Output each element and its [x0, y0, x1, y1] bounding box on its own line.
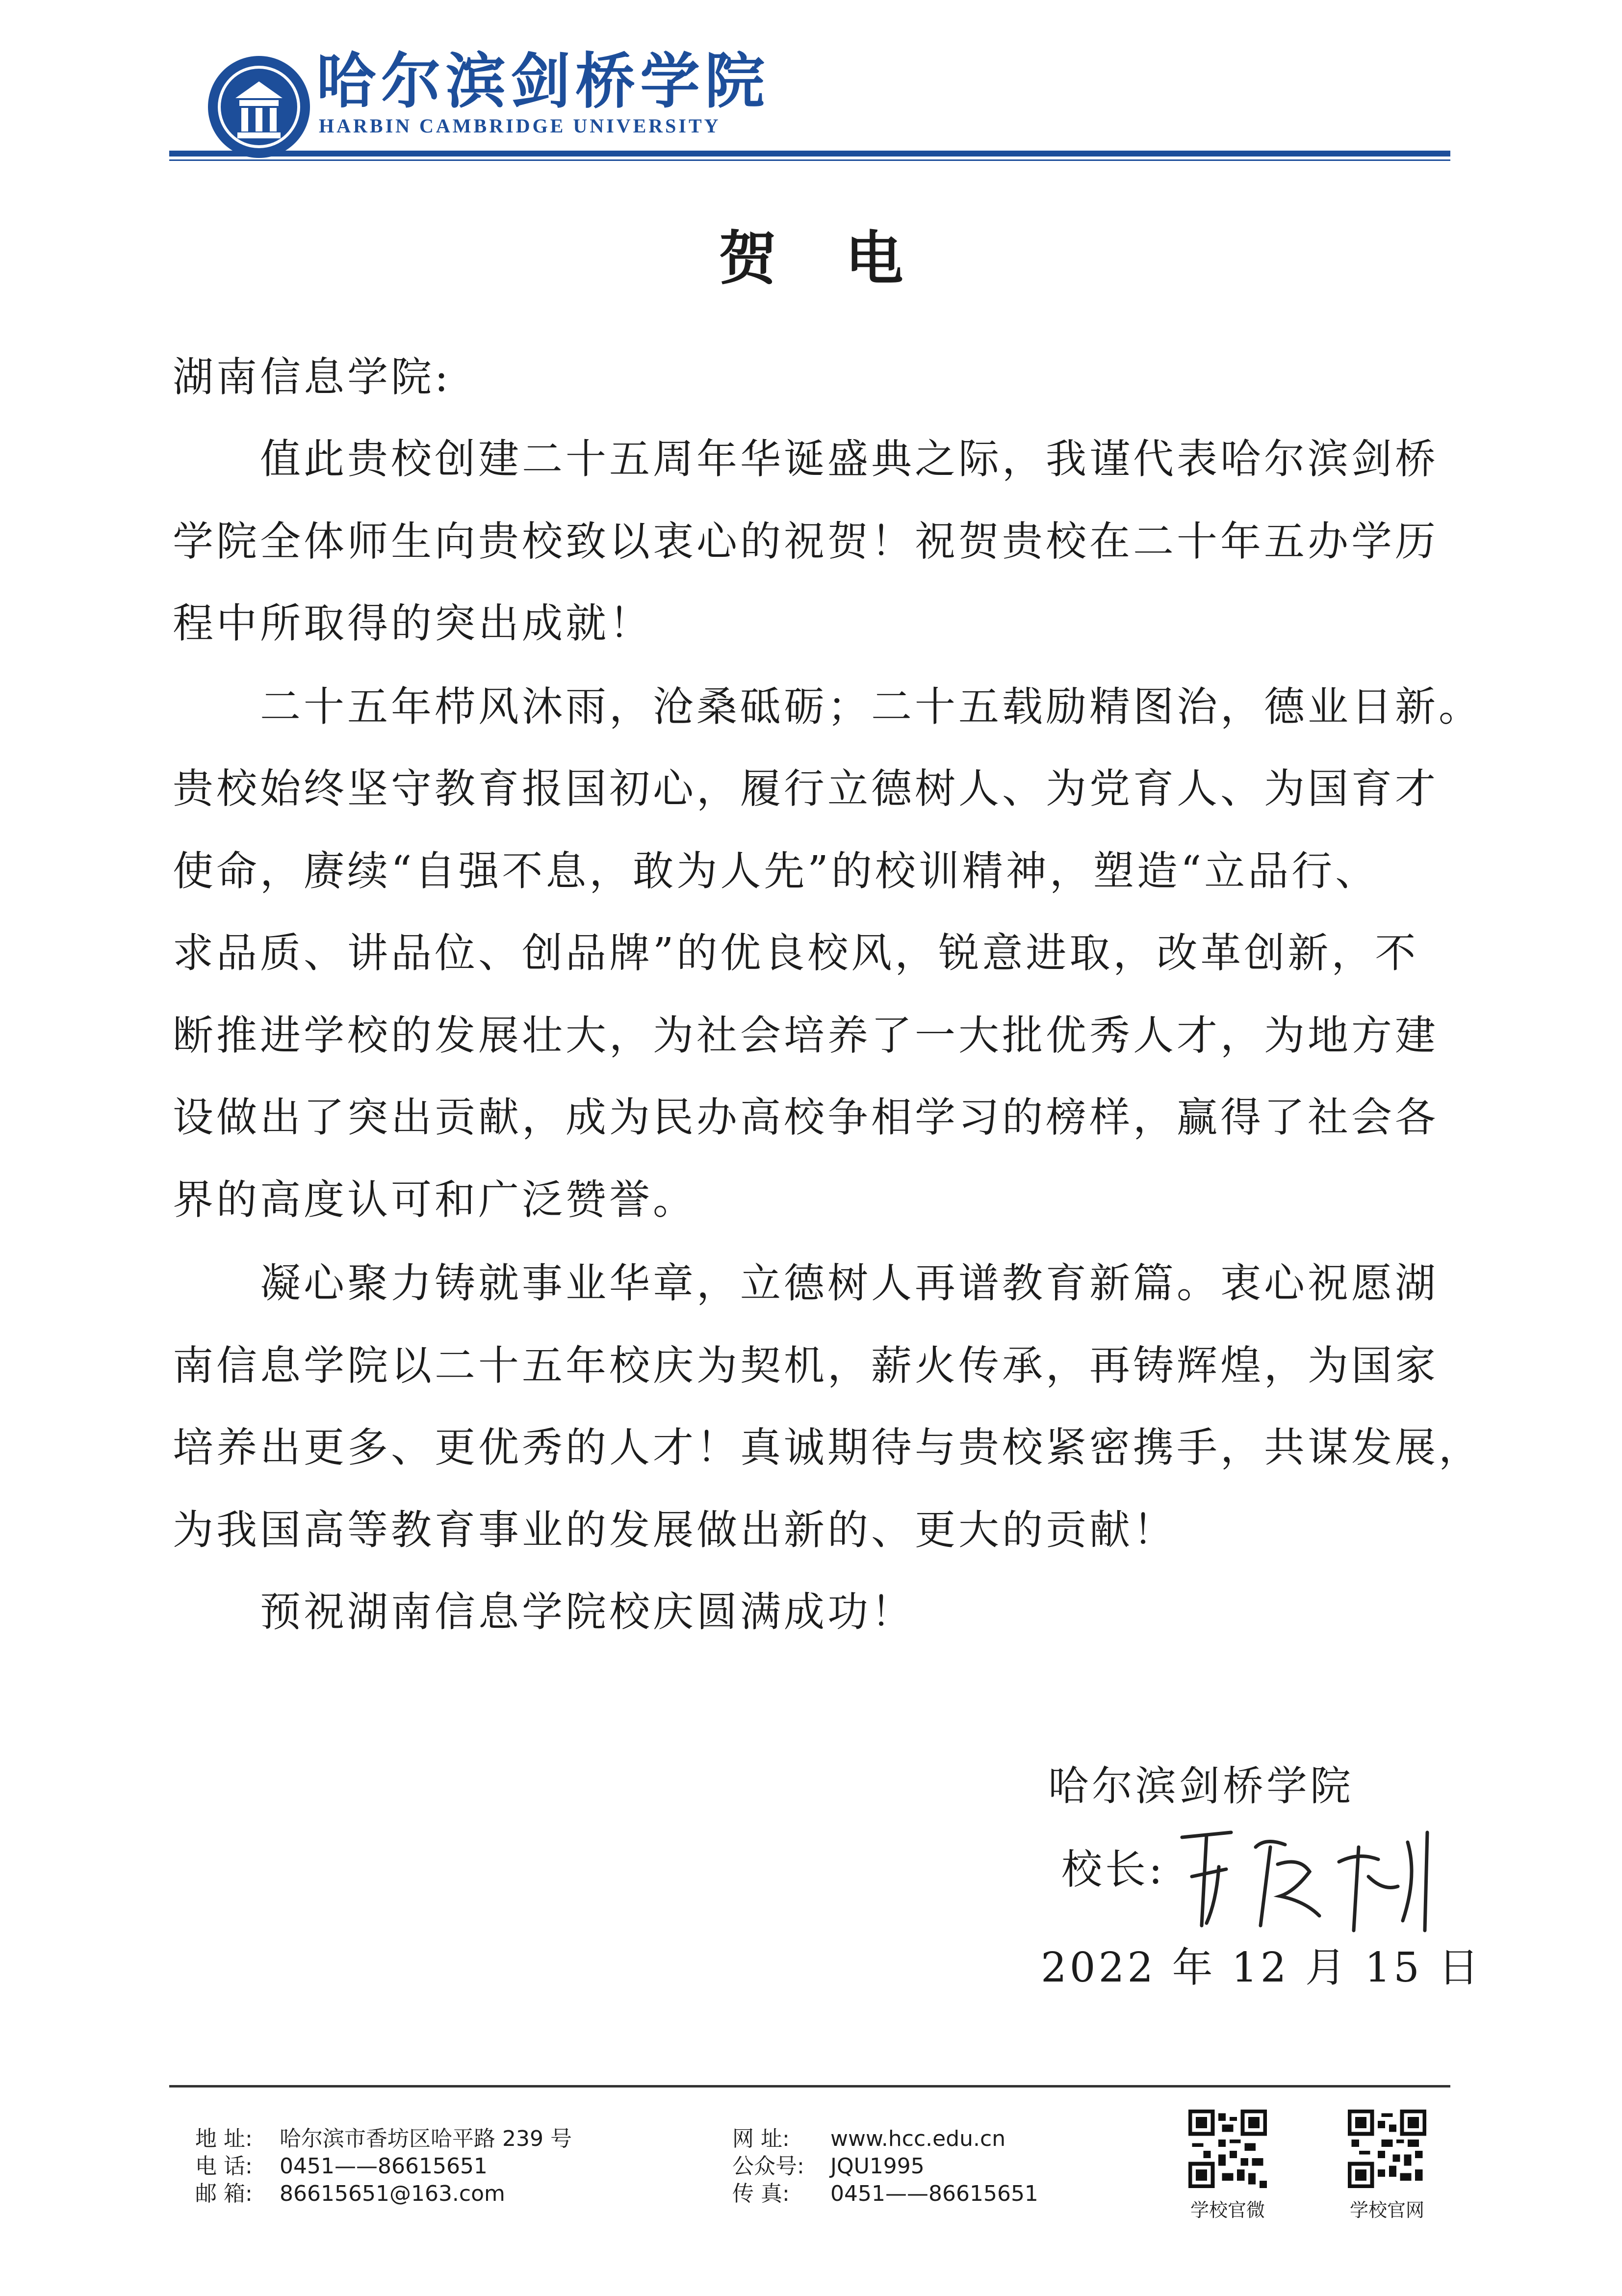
salutation: 湖南信息学院:: [173, 353, 451, 401]
university-emblem-icon: [205, 53, 313, 161]
qr-caption-website: 学校官网: [1349, 2199, 1424, 2221]
email-value: 86615651@163.com: [280, 2181, 505, 2206]
body-line: 为我国高等教育事业的发展做出新的、更大的贡献！: [173, 1506, 1177, 1554]
body-line: 凝心聚力铸就事业华章，立德树人再谱教育新篇。衷心祝愿湖: [260, 1259, 1439, 1307]
body-line: 程中所取得的突出成就！: [173, 600, 653, 647]
fax-label: 传 真:: [732, 2181, 790, 2206]
fax-value: 0451——86615651: [830, 2181, 1038, 2206]
qr-code-icon: [1348, 2110, 1426, 2188]
website-label: 网 址:: [732, 2126, 790, 2151]
phone-value: 0451——86615651: [280, 2154, 488, 2179]
body-line: 学院全体师生向贵校致以衷心的祝贺！祝贺贵校在二十年五办学历: [173, 518, 1439, 565]
letterhead-rule-thin: [169, 159, 1450, 161]
body-line: 培养出更多、更优秀的人才！真诚期待与贵校紧密携手，共谋发展，: [173, 1424, 1482, 1471]
signing-organization: 哈尔滨剑桥学院: [1048, 1762, 1354, 1810]
body-line: 南信息学院以二十五年校庆为契机，薪火传承，再铸辉煌，为国家: [173, 1342, 1439, 1389]
signing-date: 2022 年 12 月 15 日: [1041, 1944, 1482, 1991]
body-line: 预祝湖南信息学院校庆圆满成功！: [260, 1588, 915, 1636]
body-line: 设做出了突出贡献，成为民办高校争相学习的榜样，赢得了社会各: [173, 1094, 1439, 1141]
wechat-label: 公众号:: [732, 2154, 804, 2179]
phone-label: 电 话:: [195, 2154, 253, 2179]
website-value: www.hcc.edu.cn: [830, 2126, 1006, 2151]
address-label: 地 址:: [195, 2126, 253, 2151]
body-line: 断推进学校的发展壮大，为社会培养了一大批优秀人才，为地方建: [173, 1012, 1439, 1059]
qr-code-icon: [1188, 2110, 1267, 2188]
body-line: 使命，赓续“自强不息，敢为人先”的校训精神，塑造“立品行、: [173, 847, 1379, 895]
address-value: 哈尔滨市香坊区哈平路 239 号: [280, 2126, 572, 2151]
body-line: 二十五年栉风沐雨，沧桑砥砺；二十五载励精图治，德业日新。: [260, 683, 1482, 731]
body-line: 求品质、讲品位、创品牌”的优良校风，锐意进取，改革创新，不: [173, 929, 1419, 977]
school-name-chinese: 哈尔滨剑桥学院: [316, 47, 770, 116]
body-line: 贵校始终坚守教育报国初心，履行立德树人、为党育人、为国育才: [173, 765, 1439, 812]
wechat-value: JQU1995: [830, 2154, 925, 2179]
body-line: 界的高度认可和广泛赞誉。: [173, 1176, 696, 1224]
footer-rule: [169, 2085, 1450, 2087]
handwritten-signature: [1172, 1818, 1447, 1940]
email-label: 邮 箱:: [195, 2181, 253, 2206]
qr-caption-wechat: 学校官微: [1190, 2199, 1265, 2221]
body-line: 值此贵校创建二十五周年华诞盛典之际，我谨代表哈尔滨剑桥: [260, 435, 1439, 483]
president-label: 校长:: [1061, 1846, 1165, 1893]
letterhead-rule-thick: [169, 151, 1450, 157]
document-title: 贺电: [719, 225, 972, 292]
school-name-english: HARBIN CAMBRIDGE UNIVERSITY: [319, 115, 721, 137]
